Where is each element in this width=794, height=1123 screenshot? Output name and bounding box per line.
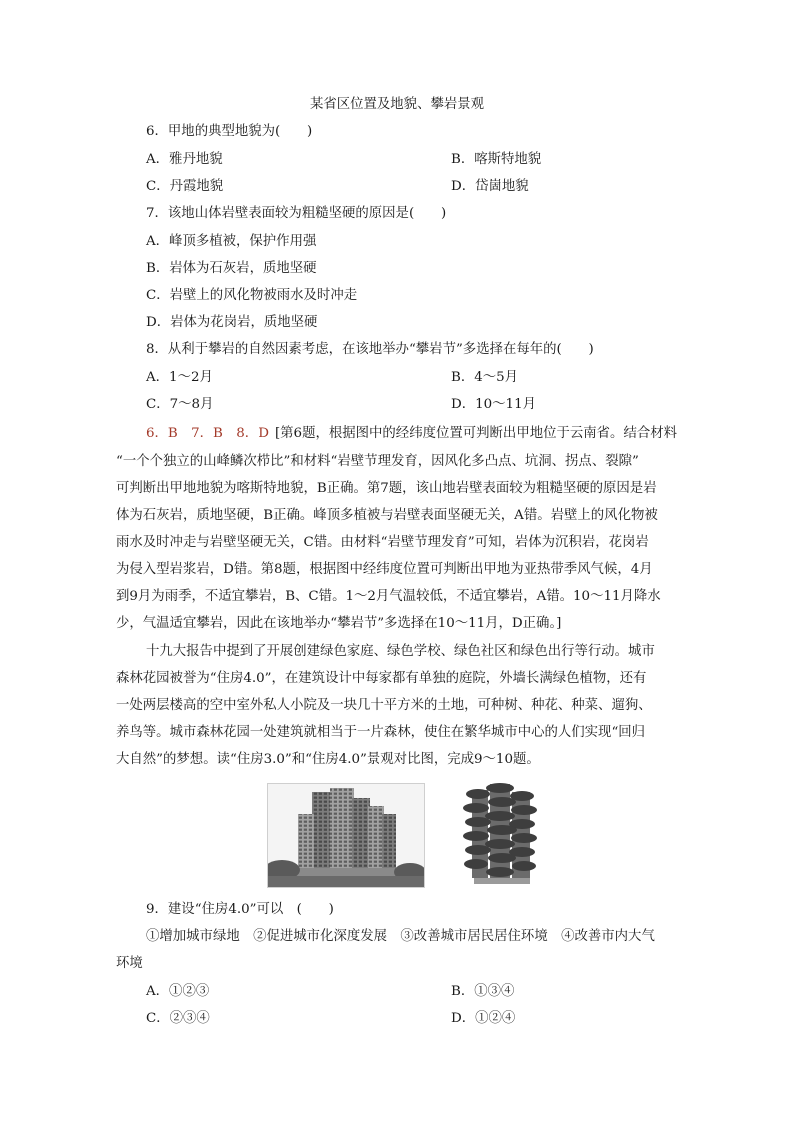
question-7-stem: 7．该地山体岩壁表面较为粗糙坚硬的原因是( ) — [146, 206, 447, 221]
answer-line-5: 雨水及时冲走与岩壁坚硬无关，C错。由材料“岩壁节理发育”可知，岩体为沉积岩，花岗岩 — [116, 535, 649, 550]
passage-line-1: 十九大报告中提到了开展创建绿色家庭、绿色学校、绿色社区和绿色出行等行动。城市 — [146, 644, 655, 659]
question-8-stem: 8．从利于攀岩的自然因素考虑，在该地举办“攀岩节”多选择在每年的( ) — [146, 342, 594, 357]
question-6-option-c: C．丹霞地貌 — [146, 179, 224, 194]
question-8-option-b: B．4～5月 — [451, 370, 519, 385]
question-8-option-a: A．1～2月 — [146, 370, 213, 385]
figure-caption: 某省区位置及地貌、攀岩景观 — [309, 97, 485, 112]
answer-line-3: 可判断出甲地地貌为喀斯特地貌，B正确。第7题，该山地岩壁表面较为粗糙坚硬的原因是岩 — [116, 481, 657, 496]
answer-line-8: 少，气温适宜攀岩，因此在该地举办“攀岩节”多选择在10～11月，D正确。] — [116, 616, 562, 631]
answer-line-1 — [146, 425, 677, 443]
answer-line-2: “一个个独立的山峰鳞次栉比”和材料“岩壁节理发育，因风化多凸点、坑洞、拐点、裂隙” — [116, 454, 639, 469]
question-9-stem: 9．建设“住房4.0”可以 ( ) — [146, 902, 334, 917]
answer-line-7: 到9月为雨季，不适宜攀岩，B、C错。1～2月气温较低，不适宜攀岩，A错。10～11月降水 — [116, 589, 661, 604]
question-7-option-d: D．岩体为花岗岩，质地坚硬 — [146, 315, 318, 330]
answer-text: [第6题，根据图中的经纬度位置可判断出甲地位于云南省。结合材料 — [274, 426, 678, 441]
question-9-statements: ①增加城市绿地 ②促进城市化深度发展 ③改善城市居民居住环境 ④改善市内大气 — [146, 929, 655, 944]
answer-line-4: 体为石灰岩，质地坚硬，B正确。峰顶多植被与岩壁表面坚硬无关，A错。岩壁上的风化物被 — [116, 508, 658, 523]
question-9-statements-cont: 环境 — [116, 956, 143, 971]
housing-3-photo — [267, 783, 425, 888]
passage-line-4: 养鸟等。城市森林花园一处建筑就相当于一片森林，使住在繁华城市中心的人们实现“回归 — [116, 725, 646, 740]
question-6-stem: 6．甲地的典型地貌为( ) — [146, 124, 313, 139]
question-7-option-b: B．岩体为石灰岩，质地坚硬 — [146, 261, 317, 276]
question-6-option-d: D．岱崮地貌 — [451, 179, 529, 194]
question-9-option-c: C．②③④ — [146, 1011, 210, 1026]
question-8-option-d: D．10～11月 — [451, 397, 536, 412]
question-9-option-d: D．①②④ — [451, 1011, 516, 1026]
question-6-option-b: B．喀斯特地貌 — [451, 152, 542, 167]
passage-line-2: 森林花园被誉为“住房4.0”，在建筑设计中每家都有单独的庭院，外墙长满绿色植物，还有 — [116, 671, 647, 686]
question-7-option-a: A．峰顶多植被，保护作用强 — [146, 234, 317, 249]
answer-line-6: 为侵入型岩浆岩，D错。第8题，根据图中经纬度位置可判断出甲地为亚热带季风气候，4月 — [116, 562, 653, 577]
passage-line-3: 一处两层楼高的空中室外私人小院及一块几十平方米的土地，可种树、种花、种菜、遛狗、 — [116, 698, 652, 713]
housing-4-photo — [458, 780, 546, 888]
question-7-option-c: C．岩壁上的风化物被雨水及时冲走 — [146, 288, 358, 303]
question-8-option-c: C．7～8月 — [146, 397, 214, 412]
question-9-option-b: B．①③④ — [451, 984, 515, 999]
answer-key: 6．B 7．B 8．D — [146, 426, 269, 441]
passage-line-5: 大自然”的梦想。读“住房3.0”和“住房4.0”景观对比图，完成9～10题。 — [116, 752, 540, 767]
question-6-option-a: A．雅丹地貌 — [146, 152, 223, 167]
question-9-option-a: A．①②③ — [146, 984, 210, 999]
